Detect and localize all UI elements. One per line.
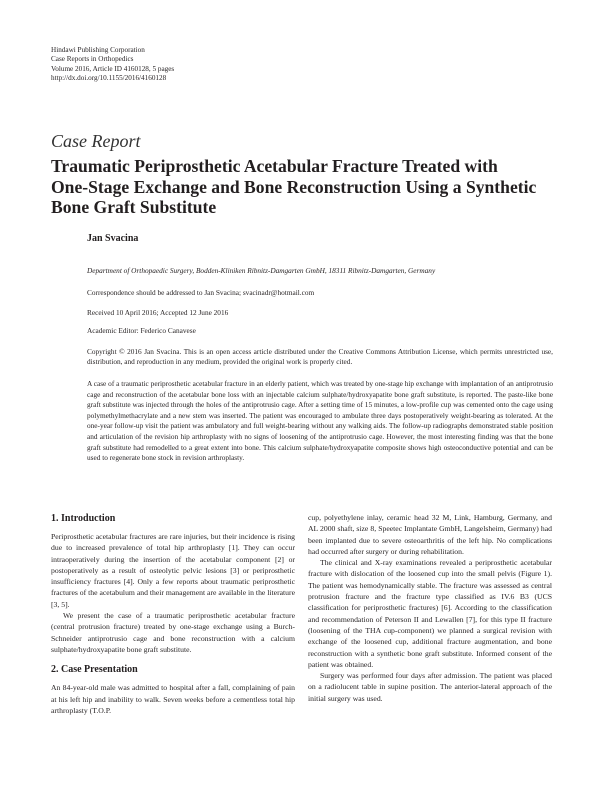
publisher-name: Hindawi Publishing Corporation [51, 46, 145, 54]
abstract: A case of a traumatic periprosthetic acetabular fracture in an elderly patient, which was treated by one-stage hip exchange with implantation of an antiprotrusio cage and reconstruction of the acetabular bone loss with an injectable calcium sulphate/hydroxyapatite bone graft substitute, is reported. The paste-like bone graft substitute was injected through the holes of the antiprotrusio cage. After a setting time of 15 minutes, a low-profile cup was cemented onto the cage using polymethylmethacrylate and a new stem was inserted. The patient was encouraged to ambulate three days postoperatively weight-bearing as tolerated. At the one-year follow-up visit the patient was ambulatory and full weight-bearing without any walking aids. The follow-up radiographs demonstrated stable position and articulation of the revision hip arthroplasty with no signs of loosening of the antiprotrusio cage. However, the most interesting finding was that the bone graft substitute had remodelled to a great extent into bone. This calcium sulphate/hydroxyapatite composite shows high osteoconductive potential and can be used to regenerate bone stock in revision arthroplasty. [87, 379, 553, 463]
section-heading-introduction: 1. Introduction [51, 513, 116, 524]
journal-name: Case Reports in Orthopedics [51, 55, 134, 64]
journal-masthead [51, 46, 174, 84]
article-title [51, 156, 551, 218]
body-column-left [51, 512, 295, 716]
article-type: Case Report [51, 131, 141, 151]
copyright-notice: Copyright © 2016 Jan Svacina. This is an open access article distributed under the Creative Commons Attribution License, which permits unrestricted use, distribution, and reproduction in any medium, provided the original work is properly cited. [87, 347, 553, 366]
title-line: One-Stage Exchange and Bone Reconstruction Using a Synthetic [51, 176, 537, 197]
correspondence-note: Correspondence should be addressed to Jan Svacina; svacinadr@hotmail.com [87, 288, 315, 297]
body-paragraph: We present the case of a traumatic periprosthetic acetabular fracture (central protrusion fracture) treated by one-stage exchange using a Burch-Schneider antiprotrusio cage and bone reconstruction with a calcium sulphate/hydroxyapatite bone graft substitute. [51, 611, 295, 654]
doi-link[interactable]: http://dx.doi.org/10.1155/2016/4160128 [51, 74, 167, 83]
body-paragraph: Surgery was performed four days after admission. The patient was placed on a radiolucent table in supine position. The anterior-lateral approach of the initial surgery was used. [308, 671, 552, 703]
body-paragraph: cup, polyethylene inlay, ceramic head 32 M, Link, Hamburg, Germany, and AL 2000 shaft, size 8, Speetec Implantate GmbH, Langelsheim, Germany) had been implanted due to severe osteoarthritis of the left hip. No complications had occurred after surgery or during rehabilitation. [308, 513, 552, 556]
author-name: Jan Svacina [87, 233, 139, 244]
author-affiliation: Department of Orthopaedic Surgery, Bodden-Kliniken Ribnitz-Damgarten GmbH, 18311 Ribnitz-Damgarten, Germany [87, 266, 436, 275]
body-paragraph: The clinical and X-ray examinations revealed a periprosthetic acetabular fracture with dislocation of the loosened cup into the small pelvis (Figure 1). The patient was hemodynamically stable. The fracture was assessed as central protrusion fracture and the fracture type classified as IV.6 B3 (UCS classification for periprosthetic fractures) [6]. According to the classification and recommendation of Peterson II and Lewallen [7], for this type II fracture (loosening of the THA cup-component) we planned a surgical revision with exchange of the loosened cup, additional fracture augmentation, and bone reconstruction with a synthetic bone graft substitute. Informed consent of the patient was obtained. [308, 558, 552, 669]
body-paragraph: An 84-year-old male was admitted to hospital after a fall, complaining of pain at his left hip and inability to walk. Seven weeks before a cementless total hip arthroplasty (T.O.P. [51, 683, 295, 715]
title-line: Traumatic Periprosthetic Acetabular Fracture Treated with [51, 156, 498, 176]
body-paragraph: Periprosthetic acetabular fractures are rare injuries, but their incidence is rising due to increased prevalence of total hip arthroplasty [1]. They can occur intraoperatively during the insertion of the acetabular component [2] or postoperatively as a result of osteolytic pelvic lesions [3] or periprosthetic insufficiency fractures [4]. Only a few reports about traumatic periprosthetic fractures of the acetabulum and their management are available in the literature [3, 5]. [51, 532, 295, 609]
title-line: Bone Graft Substitute [51, 197, 217, 217]
received-accepted-dates: Received 10 April 2016; Accepted 12 June 2016 [87, 308, 229, 317]
body-column-right [308, 512, 552, 704]
academic-editor: Academic Editor: Federico Canavese [87, 326, 196, 335]
section-heading-case-presentation: 2. Case Presentation [51, 664, 138, 676]
volume-info: Volume 2016, Article ID 4160128, 5 pages [51, 64, 175, 73]
